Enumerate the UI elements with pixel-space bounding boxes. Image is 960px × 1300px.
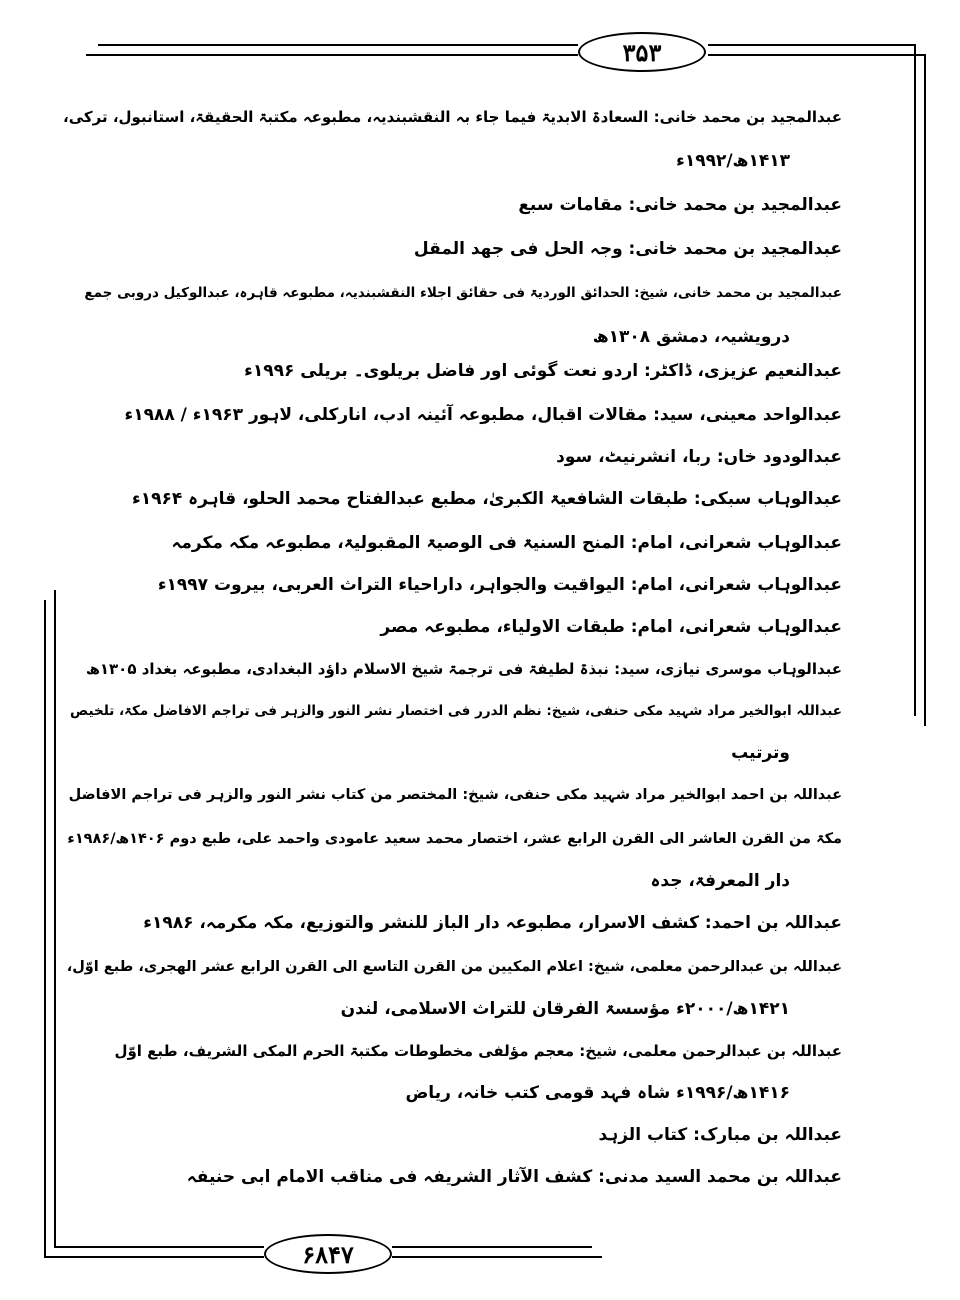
bibliography-line: عبدالودود خاں: ربا، انشرنیٹ، سود — [556, 447, 842, 467]
bibliography-line: عبداللہ بن عبدالرحمن معلمی، شیخ: اعلام المکیین من القرن التاسع الی القرن الرابع عشر الھجری، طبع اوّل، — [66, 959, 842, 975]
page-number-bottom: ۶۸۴۷ — [264, 1234, 392, 1274]
bibliography-line: عبدالمجید بن محمد خانی: مقامات سبع — [518, 195, 842, 215]
bibliography-line: عبدالمجید بن محمد خانی: وجہ الحل فی جھد المقل — [413, 239, 842, 259]
bibliography-line: عبدالوہاب موسری نیازی، سید: نبذۃ لطیفۃ فی ترجمۃ شیخ الاسلام داؤد البغدادی، مطبوعہ بغداد ۱۳۰۵ھ — [85, 660, 842, 678]
bibliography-line: وترتیب — [731, 743, 790, 763]
bibliography-line: عبدالوہاب سبکی: طبقات الشافعیۃ الکبریٰ، مطبع عبدالفتاح محمد الحلو، قاہرہ ۱۹۶۴ء — [132, 489, 842, 509]
bibliography-line: دار المعرفۃ، جدہ — [650, 871, 790, 891]
bibliography-line: ۱۴۱۳ھ/۱۹۹۲ء — [676, 151, 790, 171]
bibliography-line: عبدالنعیم عزیزی، ڈاکٹر: اردو نعت گوئی اور فاضل بریلوی۔ بریلی ۱۹۹۶ء — [244, 361, 842, 381]
bibliography-line: عبداللہ بن مبارک: کتاب الزہد — [598, 1125, 842, 1145]
bibliography-line: عبداللہ بن احمد: کشف الاسرار، مطبوعہ دار الباز للنشر والتوزیع، مکہ مکرمہ، ۱۹۸۶ء — [143, 913, 842, 933]
page-number-top: ۳۵۳ — [578, 32, 706, 72]
bibliography-line: عبدالواحد معینی، سید: مقالات اقبال، مطبوعہ آئینہ ادب، انارکلی، لاہور ۱۹۶۳ء / ۱۹۸۸ء — [124, 405, 842, 425]
bibliography-line: عبداللہ بن محمد السید مدنی: کشف الآثار الشریفہ فی مناقب الامام ابی حنیفہ — [186, 1167, 842, 1187]
bibliography-line: ۱۴۲۱ھ/۲۰۰۰ء مؤسسۃ الفرقان للتراث الاسلامی، لندن — [340, 999, 790, 1019]
bibliography-line: عبدالمجید بن محمد خانی، شیخ: الحدائق الوردیۃ فی حقائق اجلاء النقشبندیہ، مطبوعہ قاہرہ، عبدالوکیل دروبی جمع — [84, 285, 842, 301]
bibliography-line: مکۃ من القرن العاشر الی القرن الرابع عشر، اختصار محمد سعید عامودی واحمد علی، طبع دوم ۱۴۰۶ھ/۱۹۸۶ء — [67, 831, 842, 847]
bibliography-line: عبدالمجید بن محمد خانی: السعادۃ الابدیۃ فیما جاء بہ النقشبندیہ، مطبوعہ مکتبۃ الحقیقۃ، استانبول، ترکی، — [63, 108, 842, 126]
bibliography-line: عبداللہ بن عبدالرحمن معلمی، شیخ: معجم مؤلفی مخطوطات مکتبۃ الحرم المکی الشریف، طبع اوّل — [114, 1042, 842, 1060]
bibliography-line: ۱۴۱۶ھ/۱۹۹۶ء شاہ فہد قومی کتب خانہ، ریاض — [405, 1083, 790, 1103]
bibliography-line: عبدالوہاب شعرانی، امام: الیواقیت والجواہر، داراحیاء التراث العربی، بیروت ۱۹۹۷ء — [157, 575, 842, 595]
bibliography-line: عبداللہ ابوالخیر مراد شہید مکی حنفی، شیخ: نظم الدرر فی اختصار نشر النور والزہر فی تراجم الافاضل مکۃ، تلخیص — [70, 703, 842, 719]
bibliography-line: عبدالوہاب شعرانی، امام: طبقات الاولیاء، مطبوعہ مصر — [380, 617, 842, 637]
bibliography-line: درویشیہ، دمشق ۱۳۰۸ھ — [592, 327, 790, 347]
bibliography-line: عبداللہ بن احمد ابوالخیر مراد شہید مکی حنفی، شیخ: المختصر من کتاب نشر النور والزہر فی تراجم الافاضل — [68, 787, 842, 803]
bibliography-line: عبدالوہاب شعرانی، امام: المنح السنیۃ فی الوصیۃ المقبولیۃ، مطبوعہ مکہ مکرمہ — [171, 533, 842, 553]
